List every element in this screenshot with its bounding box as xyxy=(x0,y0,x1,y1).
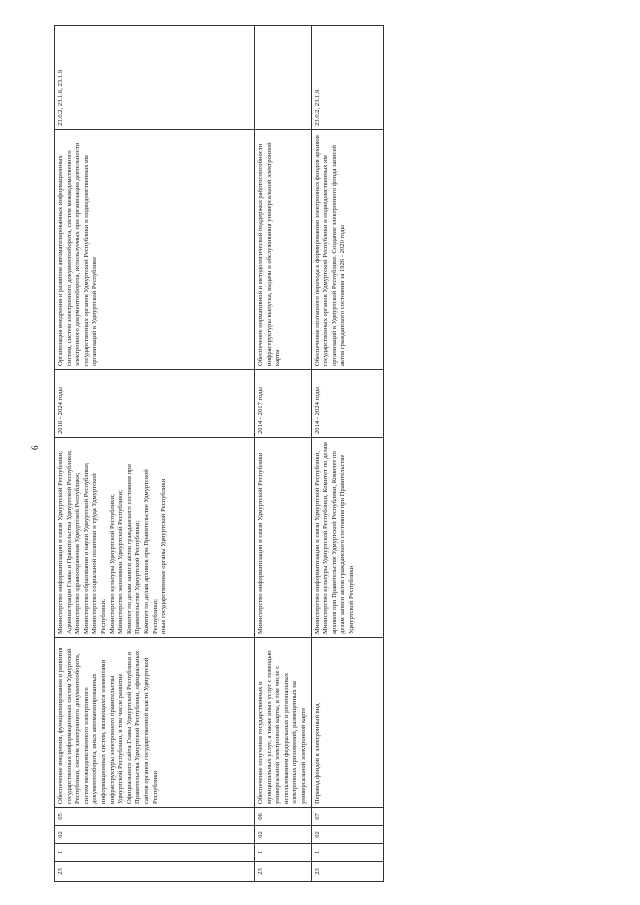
executor: Министерство информатизации и связи Удмуртской Республики, Министерство культуры Удмуртской Республики, Комитет по делам архивов при Правительстве Удмуртской Республики, Комитет по делам записи актов гражданского состояния при Правительстве Удмуртской Республики xyxy=(311,438,383,638)
code-m: 05 xyxy=(55,808,255,826)
indicators: 23.0.2, 23.1.9 xyxy=(311,26,383,130)
executor: Министерство информатизации и связи Удмуртской Республики xyxy=(255,438,312,638)
activity-name: Обеспечение получения государственных и муниципальных услуг, а также иных услуг с помощью универсальной электронной карты, в том числе с использованием федеральных и региональных электронных приложений, размещенных на универсальной электронной карте xyxy=(255,638,312,808)
activities-table xyxy=(54,25,384,882)
rotated-table-container xyxy=(54,26,380,882)
period: 2016 - 2024 годы xyxy=(55,370,255,438)
indicators xyxy=(255,26,312,130)
code-pp: 1 xyxy=(255,844,312,862)
executor: Министерство информатизации и связи Удмуртской Республики; Администрация Главы и Правительства Удмуртской Республики; Министерство здравоохранения Удмуртской Республики; Министерство образования и науки Удмуртской Республики; Министерство социальной политики и труда Удмуртской Республики; Министерство культуры Удмуртской Республики; Министерство экономики Удмуртской Республики; Комитет по делам записи актов гражданского состояния при Правительстве Удмуртской Республики; Комитет по делам архивов при Правительстве Удмуртской Республики; иные государственные органы Удмуртской Республики xyxy=(55,438,255,638)
table-row xyxy=(55,26,255,882)
code-gp: 23 xyxy=(255,862,312,882)
period: 2014 - 2017 годы xyxy=(255,370,312,438)
expected-result: Обеспечение нормативной и методологической поддержки работоспособности инфраструктуры выпуска, выдачи и обслуживания универсальной электронной карты xyxy=(255,130,312,370)
table-row xyxy=(311,26,383,882)
code-om: 02 xyxy=(311,826,383,844)
code-pp: 1 xyxy=(55,844,255,862)
period: 2014 - 2024 годы xyxy=(311,370,383,438)
code-m: 07 xyxy=(311,808,383,826)
activity-name: Перевод фондов в электронный вид xyxy=(311,638,383,808)
code-m: 06 xyxy=(255,808,312,826)
code-om: 02 xyxy=(55,826,255,844)
indicators: 23.0.2, 23.1.6, 23.1.9 xyxy=(55,26,255,130)
code-gp: 23 xyxy=(311,862,383,882)
page-number: 6 xyxy=(30,445,40,450)
code-om: 02 xyxy=(255,826,312,844)
expected-result: Организация внедрения и развития автоматизированных информационных систем, систем электронного документооборота, систем межведомственного электронного документооборота, используемых при организации деятельности государственных органов Удмуртской Республики и подведомственных им организаций в Удмуртской Республике xyxy=(55,130,255,370)
code-pp: 1 xyxy=(311,844,383,862)
activity-name: Обеспечение внедрения, функционирования и развития государственных информационных систем Удмуртской Республики, систем электронного документооборота, систем межведомственного электронного документооборота, иных автоматизированных информационных систем, являющихся элементами инфраструктуры электронного правительства Удмуртской Республики, в том числе развитие Официального сайта Главы Удмуртской Республики и Правительства Удмуртской Республики, официальных сайтов органов государственной власти Удмуртской Республики xyxy=(55,638,255,808)
code-gp: 23 xyxy=(55,862,255,882)
expected-result: Обеспечение поэтапного перехода к формированию электронных фондов архивов государственных органов Удмуртской Республики и подведомственных им организаций в Удмуртской Республике. Создание электронного фонда записей актов гражданского состояния за 1926 - 2020 годы xyxy=(311,130,383,370)
table-row xyxy=(255,26,312,882)
